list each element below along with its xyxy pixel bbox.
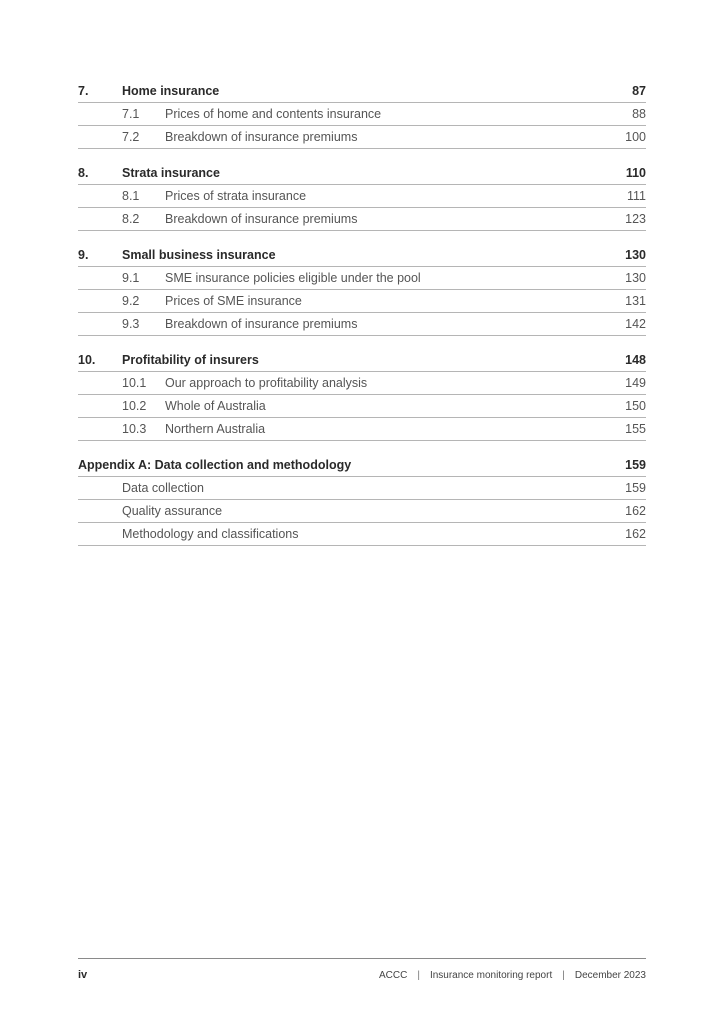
entry-title: Breakdown of insurance premiums (165, 317, 358, 331)
appendix-title: Appendix A: Data collection and methodology (78, 458, 352, 472)
entry-number: 9.2 (122, 294, 140, 308)
footer-separator: | (562, 969, 565, 981)
entry-title: Whole of Australia (165, 399, 266, 413)
page-number: 162 (625, 527, 646, 541)
entry-number: 10.1 (122, 376, 147, 390)
toc-entry[interactable] (78, 103, 646, 126)
toc-heading[interactable] (78, 244, 646, 267)
toc-entry[interactable] (78, 185, 646, 208)
page-number: 149 (625, 376, 646, 390)
section-title: Small business insurance (122, 248, 276, 262)
page-number: 142 (625, 317, 646, 331)
entry-number: 7.1 (122, 107, 140, 121)
toc-heading[interactable] (78, 80, 646, 103)
entry-number: 10.2 (122, 399, 147, 413)
toc-entry[interactable] (78, 372, 646, 395)
page-number: 150 (625, 399, 646, 413)
toc-entry[interactable] (78, 500, 646, 523)
toc-section-7 (78, 80, 646, 149)
footer-report-title: Insurance monitoring report (429, 969, 553, 981)
page-number: 110 (625, 166, 646, 180)
footer-separator: | (417, 969, 420, 981)
toc-entry[interactable] (78, 290, 646, 313)
entry-title: Northern Australia (165, 422, 266, 436)
entry-number: 9.1 (122, 271, 140, 285)
entry-title: Prices of strata insurance (165, 189, 307, 203)
page-number: 148 (625, 353, 646, 367)
entry-title: Prices of home and contents insurance (165, 107, 382, 121)
footer-info (379, 970, 646, 981)
page-number: 130 (625, 271, 646, 285)
toc-heading[interactable] (78, 162, 646, 185)
toc-appendix-a (78, 454, 646, 546)
page-number: 100 (625, 130, 646, 144)
toc-section-9 (78, 244, 646, 336)
entry-number: 10.3 (122, 422, 147, 436)
entry-title: Prices of SME insurance (165, 294, 302, 308)
page-number: 123 (625, 212, 646, 226)
table-of-contents (78, 80, 646, 559)
entry-number: 8.2 (122, 212, 140, 226)
entry-title: Quality assurance (122, 504, 223, 518)
entry-title: Breakdown of insurance premiums (165, 212, 358, 226)
entry-number: 9.3 (122, 317, 140, 331)
toc-entry[interactable] (78, 395, 646, 418)
section-title: Strata insurance (122, 166, 220, 180)
entry-title: Data collection (122, 481, 204, 495)
section-number: 7. (78, 84, 89, 98)
toc-heading[interactable] (78, 349, 646, 372)
page-number: 87 (632, 84, 646, 98)
toc-heading[interactable] (78, 454, 646, 477)
footer-page-number: iv (78, 969, 88, 981)
toc-entry[interactable] (78, 126, 646, 149)
entry-number: 8.1 (122, 189, 140, 203)
toc-entry[interactable] (78, 208, 646, 231)
entry-title: Breakdown of insurance premiums (165, 130, 358, 144)
toc-entry[interactable] (78, 523, 646, 546)
page-number: 111 (626, 189, 646, 203)
page-number: 155 (625, 422, 646, 436)
toc-entry[interactable] (78, 418, 646, 441)
entry-title: SME insurance policies eligible under the pool (165, 271, 421, 285)
page-number: 130 (625, 248, 646, 262)
toc-entry[interactable] (78, 267, 646, 290)
page-number: 159 (625, 458, 646, 472)
entry-number: 7.2 (122, 130, 140, 144)
entry-title: Methodology and classifications (122, 527, 299, 541)
section-title: Home insurance (122, 84, 220, 98)
footer-org: ACCC (378, 969, 408, 981)
page-number: 88 (632, 107, 646, 121)
page-footer (78, 958, 646, 991)
toc-entry[interactable] (78, 477, 646, 500)
entry-title: Our approach to profitability analysis (165, 376, 368, 390)
section-title: Profitability of insurers (122, 353, 259, 367)
toc-section-8 (78, 162, 646, 231)
toc-entry[interactable] (78, 313, 646, 336)
footer-date: December 2023 (574, 969, 646, 981)
section-number: 8. (78, 166, 89, 180)
toc-section-10 (78, 349, 646, 441)
page-number: 131 (625, 294, 646, 308)
page-number: 162 (625, 504, 646, 518)
section-number: 10. (78, 353, 96, 367)
section-number: 9. (78, 248, 89, 262)
page-number: 159 (625, 481, 646, 495)
